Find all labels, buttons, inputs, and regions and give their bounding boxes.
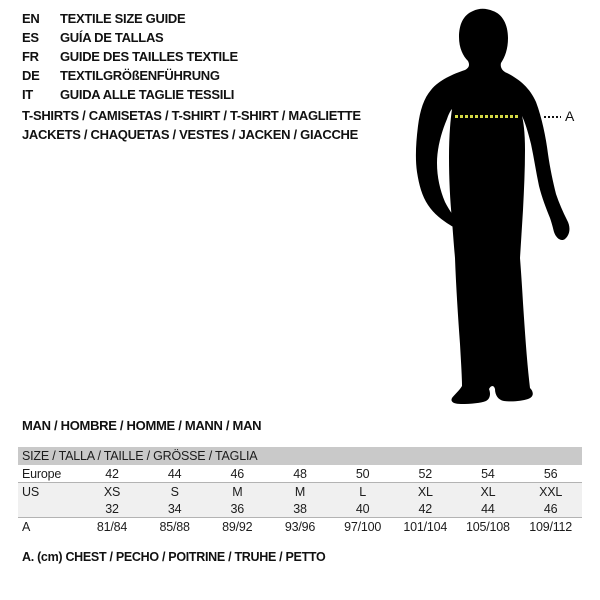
size-cell: 101/104 <box>403 519 448 534</box>
row-label: Europe <box>22 466 62 481</box>
size-cell: 42 <box>105 466 119 481</box>
size-cell: 32 <box>105 501 119 516</box>
chest-measure-line <box>455 115 519 118</box>
size-table <box>18 447 582 535</box>
size-cell: 36 <box>230 501 245 516</box>
size-cell: 54 <box>481 466 495 481</box>
language-code: DE <box>22 68 40 83</box>
size-cell: 38 <box>293 501 307 516</box>
size-cell: 34 <box>167 501 182 516</box>
language-row <box>22 85 238 104</box>
language-row <box>22 9 238 28</box>
size-cell: 50 <box>355 466 370 481</box>
measurement-footnote: A. (cm) CHEST / PECHO / POITRINE / TRUHE / PETTO <box>22 550 326 564</box>
language-title: GUÍA DE TALLAS <box>60 30 164 45</box>
measure-label-a: A <box>565 108 575 124</box>
language-title: GUIDA ALLE TAGLIE TESSILI <box>60 87 235 102</box>
language-code: ES <box>22 30 39 45</box>
language-list <box>22 9 238 104</box>
language-title: TEXTILE SIZE GUIDE <box>60 11 186 26</box>
table-row <box>18 500 582 518</box>
language-code: IT <box>22 87 33 102</box>
size-cell: 48 <box>293 466 307 481</box>
size-cell: M <box>294 484 306 499</box>
category-line-jackets: JACKETS / CHAQUETAS / VESTES / JACKEN / GIACCHE <box>22 127 358 142</box>
size-cell: 46 <box>230 466 245 481</box>
size-cell: 105/108 <box>466 519 510 534</box>
size-cell: 89/92 <box>222 519 253 534</box>
row-label: A <box>22 519 31 534</box>
size-cell: 46 <box>543 501 558 516</box>
language-row <box>22 28 238 47</box>
size-cell: 97/100 <box>344 519 382 534</box>
section-title: MAN / HOMBRE / HOMME / MANN / MAN <box>22 418 262 433</box>
size-cell: XS <box>103 484 121 499</box>
size-cell: 42 <box>418 501 433 516</box>
language-title: TEXTILGRÖßENFÜHRUNG <box>60 68 220 83</box>
size-cell: XL <box>480 484 496 499</box>
size-table-header: SIZE / TALLA / TAILLE / GRÖSSE / TAGLIA <box>18 447 582 465</box>
size-cell: M <box>232 484 243 499</box>
table-row <box>18 465 582 483</box>
size-table-body <box>18 465 582 535</box>
size-cell: L <box>359 484 366 499</box>
language-row <box>22 47 238 66</box>
row-label <box>18 500 81 518</box>
category-line-tshirts: T-SHIRTS / CAMISETAS / T-SHIRT / T-SHIRT / MAGLIETTE <box>22 108 361 123</box>
size-cell: XL <box>417 484 433 499</box>
size-cell: 81/84 <box>96 519 128 534</box>
size-cell: 85/88 <box>159 519 190 534</box>
size-cell: XXL <box>539 484 563 499</box>
size-cell: 40 <box>355 501 370 516</box>
man-silhouette <box>415 5 575 405</box>
size-cell: 93/96 <box>284 519 316 534</box>
size-cell: 44 <box>167 466 182 481</box>
language-code: FR <box>22 49 39 64</box>
measure-leader-line <box>544 116 561 118</box>
row-label: US <box>22 484 39 499</box>
table-row <box>18 518 582 536</box>
size-cell: S <box>170 484 179 499</box>
category-lines <box>22 106 361 144</box>
table-row <box>18 483 582 501</box>
size-table-header-row <box>18 447 582 465</box>
language-title: GUIDE DES TAILLES TEXTILE <box>60 49 238 64</box>
size-cell: 56 <box>543 466 558 481</box>
size-cell: 44 <box>481 501 495 516</box>
language-row <box>22 66 238 85</box>
man-silhouette-graphic <box>415 5 575 405</box>
size-cell: 52 <box>418 466 433 481</box>
language-code: EN <box>22 11 40 26</box>
size-cell: 109/112 <box>529 519 573 534</box>
